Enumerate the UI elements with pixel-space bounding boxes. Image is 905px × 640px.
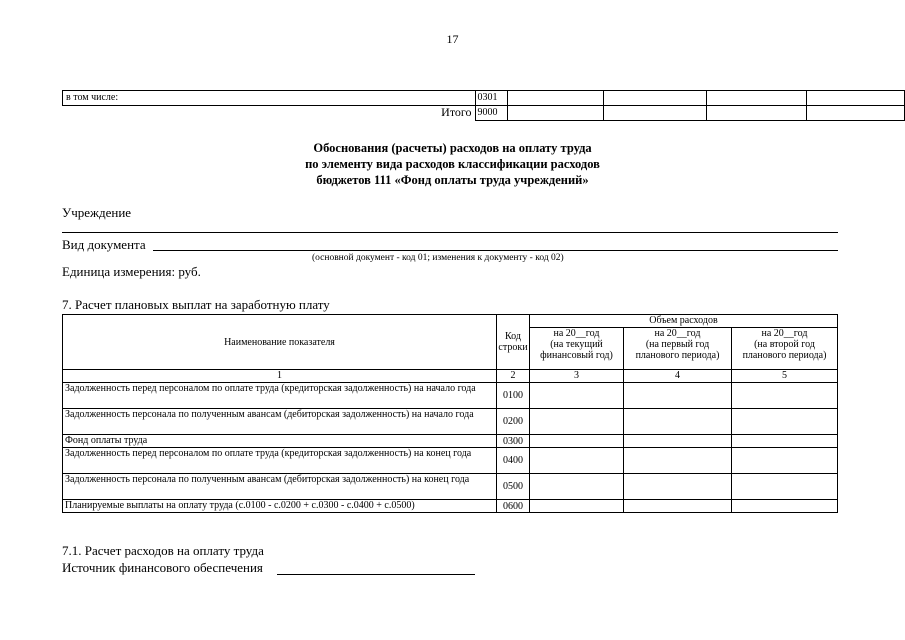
header-code-line1: Код [505, 331, 521, 342]
table-row [63, 500, 838, 513]
institution-label: Учреждение [62, 205, 132, 220]
value-cell[interactable] [732, 409, 838, 435]
row-code: 0301 [475, 91, 508, 106]
row-code: 9000 [475, 106, 508, 121]
doc-type-note: (основной документ - код 01; изменения к документу - код 02) [312, 253, 564, 263]
value-cell[interactable] [624, 435, 732, 448]
row-name: Задолженность перед персоналом по оплате труда (кредиторская задолженность) на конец года [63, 448, 497, 474]
section7-title: 7. Расчет плановых выплат на заработную плату [62, 297, 330, 312]
value-cell[interactable] [732, 448, 838, 474]
header-col4-line1: на 20__год [654, 328, 701, 339]
header-code [497, 315, 530, 370]
value-cell[interactable] [530, 435, 624, 448]
column-numbers-row [63, 370, 838, 383]
value-cell[interactable] [624, 448, 732, 474]
value-cell[interactable] [530, 500, 624, 513]
header-col3-line1: на 20__год [553, 328, 600, 339]
value-cell[interactable] [732, 435, 838, 448]
top-table [62, 90, 905, 121]
heading-line: по элементу вида расходов классификации расходов [305, 157, 600, 171]
header-col4-line3: планового периода) [635, 350, 720, 361]
section71-title: 7.1. Расчет расходов на оплату труда [62, 543, 264, 558]
table-row [63, 91, 905, 106]
page-number: 17 [446, 32, 459, 46]
heading-line: бюджетов 111 «Фонд оплаты труда учреждений» [316, 173, 589, 187]
table-row [63, 409, 838, 435]
table-row [63, 106, 905, 121]
heading-line: Обоснования (расчеты) расходов на оплату труда [313, 141, 592, 155]
row-name: Планируемые выплаты на оплату труда (с.0100 - с.0200 + с.0300 - с.0400 + с.0500) [63, 500, 497, 513]
total-label: Итого [441, 105, 472, 119]
column-number: 2 [497, 370, 530, 383]
value-cell[interactable] [624, 409, 732, 435]
row-code: 0300 [497, 435, 530, 448]
payments-table [62, 314, 838, 513]
column-number: 1 [63, 370, 497, 383]
header-col5-line3: планового периода) [742, 350, 827, 361]
value-cell[interactable] [807, 106, 905, 121]
header-col5-line1: на 20__год [761, 328, 808, 339]
value-cell[interactable] [807, 91, 905, 106]
value-cell[interactable] [508, 91, 604, 106]
value-cell[interactable] [530, 383, 624, 409]
value-cell[interactable] [530, 409, 624, 435]
value-cell[interactable] [624, 500, 732, 513]
value-cell[interactable] [732, 383, 838, 409]
value-cell[interactable] [603, 91, 706, 106]
row-code: 0400 [497, 448, 530, 474]
row-name: Задолженность персонала по полученным авансам (дебиторская задолженность) на конец года [63, 474, 497, 500]
funding-source-label: Источник финансового обеспечения [62, 560, 263, 575]
row-name: Задолженность перед персоналом по оплате труда (кредиторская задолженность) на начало года [63, 383, 497, 409]
header-col3 [530, 328, 624, 370]
row-code: 0600 [497, 500, 530, 513]
column-number: 3 [530, 370, 624, 383]
value-cell[interactable] [530, 474, 624, 500]
header-col5 [732, 328, 838, 370]
header-col4-line2: (на первый год [645, 339, 710, 350]
value-cell[interactable] [707, 91, 807, 106]
table-row [63, 474, 838, 500]
row-code: 0200 [497, 409, 530, 435]
header-col4 [624, 328, 732, 370]
value-cell[interactable] [732, 500, 838, 513]
row-name: Задолженность персонала по полученным авансам (дебиторская задолженность) на начало года [63, 409, 497, 435]
value-cell[interactable] [732, 474, 838, 500]
row-code: 0100 [497, 383, 530, 409]
document-heading [0, 140, 905, 188]
value-cell[interactable] [624, 383, 732, 409]
header-col3-line3: финансовый год) [540, 350, 613, 361]
doc-type-label: Вид документа [62, 237, 146, 252]
row-code: 0500 [497, 474, 530, 500]
value-cell[interactable] [508, 106, 604, 121]
column-number: 4 [624, 370, 732, 383]
header-name: Наименование показателя [63, 315, 497, 370]
table-row [63, 383, 838, 409]
table-row [63, 435, 838, 448]
institution-line [62, 232, 838, 233]
row-label: в том числе: [63, 91, 476, 106]
header-volume: Объем расходов [530, 315, 838, 328]
table-row [63, 448, 838, 474]
unit-label: Единица измерения: руб. [62, 264, 201, 279]
column-number: 5 [732, 370, 838, 383]
funding-source-line[interactable] [277, 574, 475, 575]
header-col5-line2: (на второй год [754, 339, 815, 350]
value-cell[interactable] [624, 474, 732, 500]
value-cell[interactable] [707, 106, 807, 121]
doc-type-line[interactable] [153, 250, 838, 251]
header-code-line2: строки [498, 342, 528, 353]
header-col3-line2: (на текущий [550, 339, 603, 350]
row-name: Фонд оплаты труда [63, 435, 497, 448]
value-cell[interactable] [530, 448, 624, 474]
value-cell[interactable] [603, 106, 706, 121]
